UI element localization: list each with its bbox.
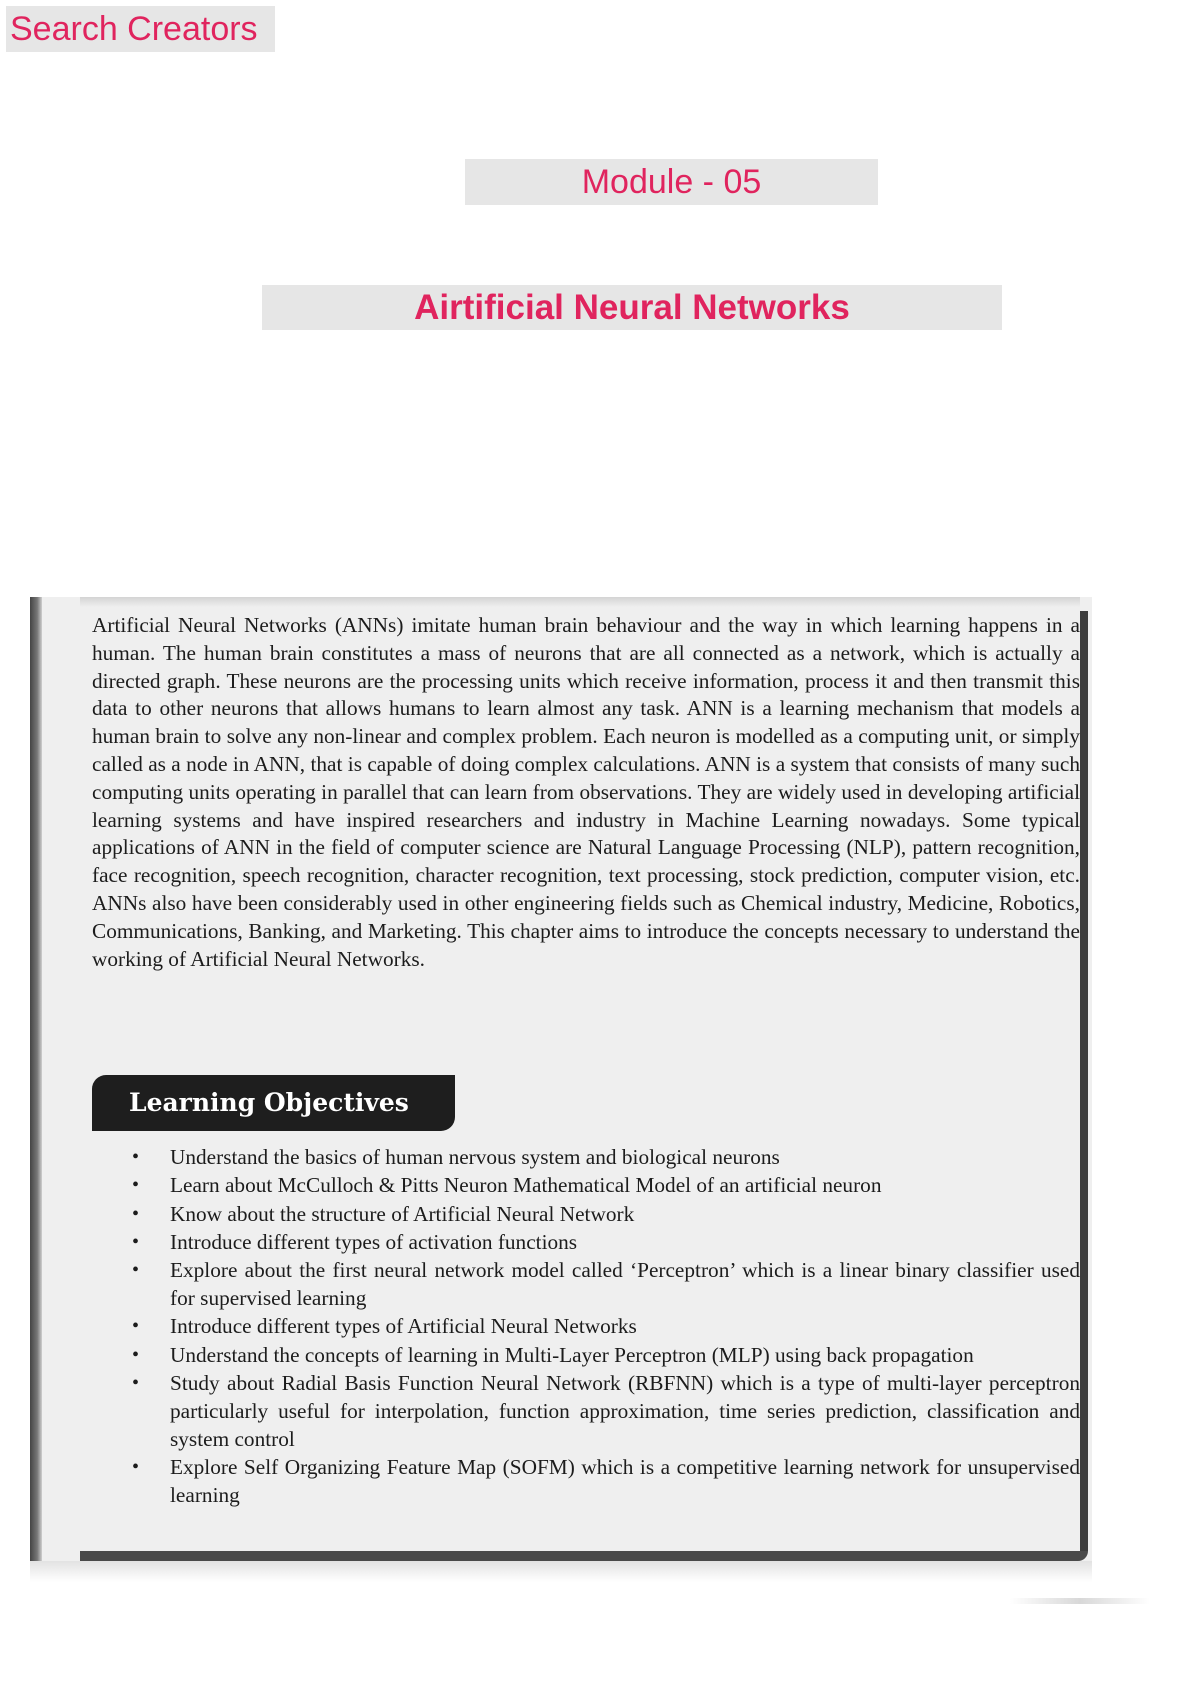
list-item: [92, 1341, 1080, 1369]
module-label: Module - 05: [465, 159, 878, 205]
list-item: [92, 1256, 1080, 1312]
objective-text: Study about Radial Basis Function Neural Network (RBFNN) which is a type of multi-layer perceptron particularly useful for interpolation, function approximation, time series prediction, classification and system control: [170, 1371, 1080, 1452]
scan-binding-edge: [30, 597, 42, 1582]
objective-text: Introduce different types of activation functions: [170, 1229, 578, 1254]
scan-top-bleed: [80, 597, 1080, 607]
learning-objectives-heading: Learning Objectives: [92, 1075, 455, 1131]
bullet-icon: •: [132, 1343, 140, 1366]
objective-text: Understand the basics of human nervous system and biological neurons: [170, 1145, 780, 1169]
objective-text: Learn about McCulloch & Pitts Neuron Mathematical Model of an artificial neuron: [170, 1173, 882, 1198]
intro-paragraph: Artificial Neural Networks (ANNs) imitate human brain behaviour and the way in which learning happens in a human. The human brain constitutes a mass of neurons that are all connected as a network, which is actually a directed graph. These neurons are the processing units which receive information, process it and then transmit this data to other neurons that allows humans to learn almost any task. ANN is a learning mechanism that models a human brain to solve any non-linear and complex problem. Each neuron is modelled as a computing unit, or simply called as a node in ANN, that is capable of doing complex calculations. ANN is a system that consists of many such computing units operating in parallel that can learn from observations. They are widely used in developing artificial learning systems and have inspired researchers and industry in Machine Learning nowadays. Some typical applications of ANN in the field of computer science are Natural Language Processing (NLP), pattern recognition, face recognition, speech recognition, character recognition, text processing, stock prediction, computer vision, etc. ANNs also have been considerably used in other engineering fields such as Chemical industry, Medicine, Robotics, Communications, Banking, and Marketing. This chapter aims to introduce the concepts necessary to understand the working of Artificial Neural Networks.: [92, 613, 1080, 971]
bullet-icon: •: [132, 1372, 140, 1395]
learning-objectives-list: [92, 1143, 1080, 1510]
list-item: [92, 1143, 1080, 1171]
page-title: Airtificial Neural Networks: [262, 285, 1002, 330]
objective-text: Understand the concepts of learning in Multi-Layer Perceptron (MLP) using back propagation: [170, 1342, 974, 1367]
list-item: [92, 1453, 1080, 1509]
objective-text: Explore about the first neural network model called ‘Perceptron’ which is a linear binary classifier used for supervised learning: [170, 1258, 1080, 1311]
bullet-icon: •: [132, 1174, 140, 1197]
bullet-icon: •: [132, 1202, 140, 1225]
list-item: [92, 1369, 1080, 1453]
bullet-icon: •: [132, 1230, 140, 1253]
objective-text: Introduce different types of Artificial Neural Networks: [170, 1314, 637, 1339]
box-right-border: [1080, 611, 1088, 1551]
list-item: [92, 1200, 1080, 1228]
scan-shadow: [1010, 1598, 1150, 1604]
scanned-page: [30, 597, 1092, 1582]
list-item: [92, 1312, 1080, 1340]
bullet-icon: •: [132, 1456, 140, 1479]
bullet-icon: •: [132, 1259, 140, 1282]
objective-text: Know about the structure of Artificial Neural Network: [170, 1201, 635, 1226]
bullet-icon: •: [132, 1146, 140, 1168]
list-item: [92, 1171, 1080, 1199]
box-bottom-border: [80, 1551, 1088, 1561]
scan-bottom-fade: [30, 1561, 1092, 1582]
brand-label: Search Creators: [6, 6, 275, 52]
bullet-icon: •: [132, 1315, 140, 1338]
objective-text: Explore Self Organizing Feature Map (SOFM) which is a competitive learning network for unsupervised learning: [170, 1455, 1080, 1508]
list-item: [92, 1228, 1080, 1256]
